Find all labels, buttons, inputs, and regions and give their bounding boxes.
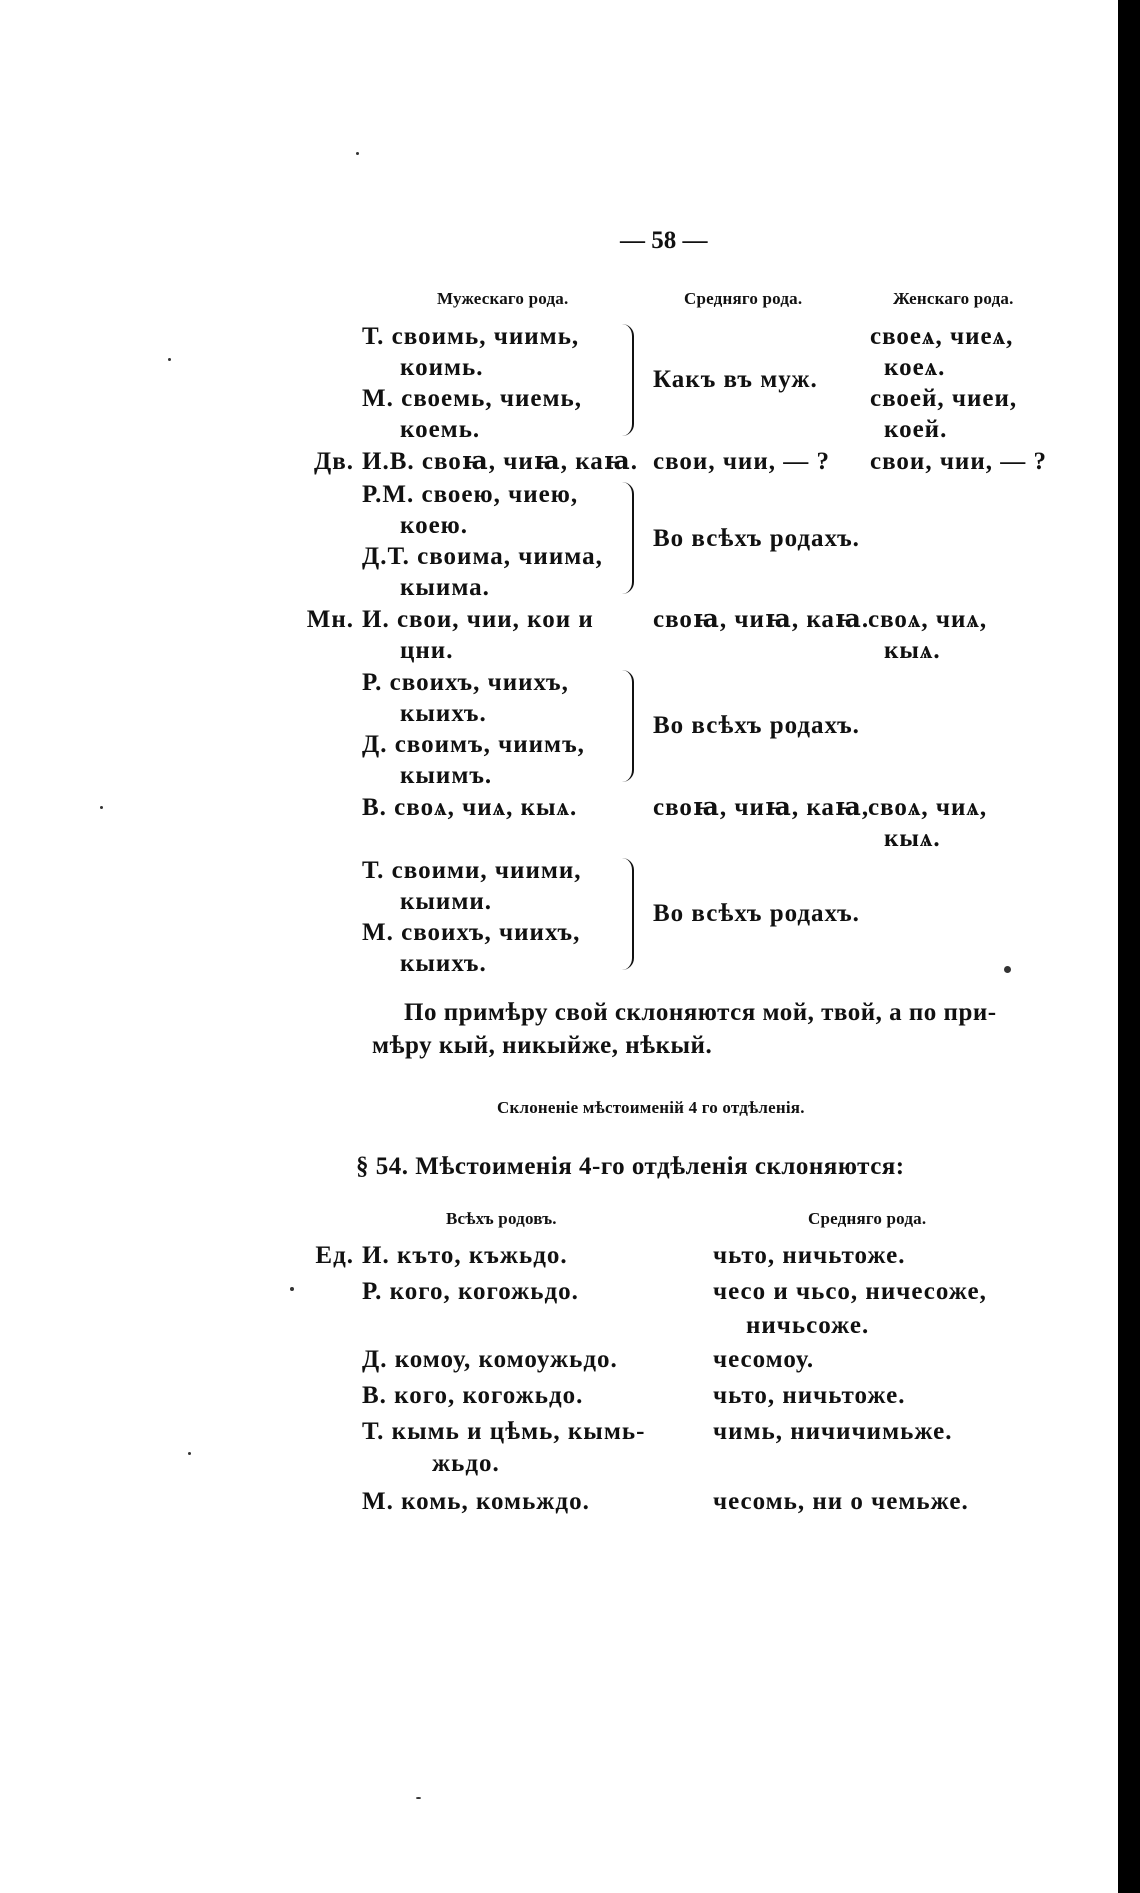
paragraph-line2: мѣру кый, никыйже, нѣкый. — [372, 1032, 713, 1059]
brace-dual — [622, 482, 634, 594]
plural-i-masc-line1: И. свои, чии, кои и — [362, 606, 594, 633]
scan-speck — [290, 1287, 294, 1291]
sing-t-masc-line2: коимь. — [400, 354, 484, 381]
plural-v-fem-line2: кыѧ. — [884, 825, 941, 852]
sing-tm-neuter: Какъ въ муж. — [653, 366, 818, 393]
plural-t-masc-line1: Т. своими, чиими, — [362, 857, 582, 884]
page-number: — 58 — — [620, 227, 708, 254]
dual-dt-masc-line2: кыима. — [400, 574, 490, 601]
scan-speck — [168, 358, 171, 361]
table-row-right: чьто, ничьтоже. — [713, 1242, 906, 1269]
page-edge-shadow — [1118, 0, 1140, 1893]
plural-i-masc-line2: цни. — [400, 637, 454, 664]
section-heading: § 54. Мѣстоименія 4-го отдѣленія склоняются: — [356, 1153, 905, 1180]
sing-m-fem-line2: коей. — [884, 416, 948, 443]
plural-rd-all-genders: Во всѣхъ родахъ. — [653, 712, 860, 739]
dual-rm-masc-line1: Р.М. своею, чиею, — [362, 481, 579, 508]
scan-speck — [188, 1452, 191, 1455]
paragraph-line1: По примѣру свой склоняются мой, твой, а по при- — [404, 999, 997, 1026]
plural-i-fem-line2: кыѧ. — [884, 637, 941, 664]
table-row-right: чесомь, ни о чемьже. — [713, 1488, 969, 1515]
plural-v-masc: В. своѧ, чиѧ, кыѧ. — [362, 794, 578, 821]
dual-iv-masc: И.В. своꙗ, чиꙗ, каꙗ. — [362, 448, 638, 475]
scan-speck — [1004, 966, 1011, 973]
scan-speck — [100, 806, 103, 809]
header-neuter: Средняго рода. — [684, 289, 803, 308]
table-row-right: чьто, ничьтоже. — [713, 1382, 906, 1409]
plural-tm-all-genders: Во всѣхъ родахъ. — [653, 900, 860, 927]
sing-t-fem-line2: коеѧ. — [884, 354, 946, 381]
table-row-left: Д. комоу, комоужьдо. — [362, 1346, 618, 1373]
table-row-left: И. къто, къжьдо. — [362, 1242, 568, 1269]
plural-v-neuter: своꙗ, чиꙗ, каꙗ, — [653, 794, 870, 821]
plural-m-masc-line2: кыихъ. — [400, 950, 487, 977]
dual-label: Дв. — [314, 448, 354, 475]
brace-plural-tm — [622, 858, 634, 970]
dual-iv-neuter: свои, чии, — ? — [653, 448, 830, 475]
header-masculine: Мужескаго рода. — [437, 289, 569, 308]
dual-rm-masc-line2: коею. — [400, 512, 469, 539]
dual-iv-feminine: свои, чии, — ? — [870, 448, 1047, 475]
header-neuter-2: Средняго рода. — [808, 1209, 927, 1228]
sing-m-fem-line1: своей, чиеи, — [870, 385, 1018, 412]
brace-sing-tm — [622, 324, 634, 436]
sing-t-fem-line1: своеѧ, чиеѧ, — [870, 323, 1014, 350]
plural-label: Мн. — [306, 606, 354, 633]
sing-m-masc-line1: М. своемь, чиемь, — [362, 385, 582, 412]
subheading: Склоненіе мѣстоименій 4 го отдѣленія. — [497, 1098, 805, 1117]
dual-dt-masc-line1: Д.Т. своима, чиима, — [362, 543, 603, 570]
plural-v-fem-line1: своѧ, чиѧ, — [868, 794, 988, 821]
plural-d-masc-line2: кыимъ. — [400, 762, 493, 789]
header-feminine: Женскаго рода. — [893, 289, 1014, 308]
plural-r-masc-line1: Р. своихъ, чиихъ, — [362, 669, 569, 696]
table-row-right: чимь, ничичимьже. — [713, 1418, 953, 1445]
plural-m-masc-line1: М. своихъ, чиихъ, — [362, 919, 581, 946]
plural-r-masc-line2: кыихъ. — [400, 700, 487, 727]
plural-i-fem-line1: своѧ, чиѧ, — [868, 606, 988, 633]
brace-plural-rd — [622, 670, 634, 782]
table-row-left: М. комь, комьждо. — [362, 1488, 590, 1515]
scan-speck — [356, 152, 359, 155]
table-row-left: Т. кымь и цѣмь, кымь- — [362, 1418, 646, 1445]
table-row-left: В. кого, когожьдо. — [362, 1382, 584, 1409]
singular-label: Ед. — [315, 1242, 354, 1269]
plural-i-neuter: своꙗ, чиꙗ, каꙗ. — [653, 606, 870, 633]
table-row-right: чесомоу. — [713, 1346, 815, 1373]
table-row-left: Р. кого, когожьдо. — [362, 1278, 579, 1305]
plural-t-masc-line2: кыими. — [400, 888, 493, 915]
table-row-right-cont: ничьсоже. — [746, 1312, 870, 1339]
sing-m-masc-line2: коемь. — [400, 416, 481, 443]
scan-speck — [416, 1797, 421, 1799]
table-row-right: чесо и чьсо, ничесоже, — [713, 1278, 987, 1305]
dual-all-genders: Во всѣхъ родахъ. — [653, 525, 860, 552]
sing-t-masc-line1: Т. своимь, чиимь, — [362, 323, 580, 350]
plural-d-masc-line1: Д. своимъ, чиимъ, — [362, 731, 585, 758]
table-row-left-cont: жьдо. — [432, 1450, 500, 1477]
header-all-genders: Всѣхъ родовъ. — [446, 1209, 557, 1228]
